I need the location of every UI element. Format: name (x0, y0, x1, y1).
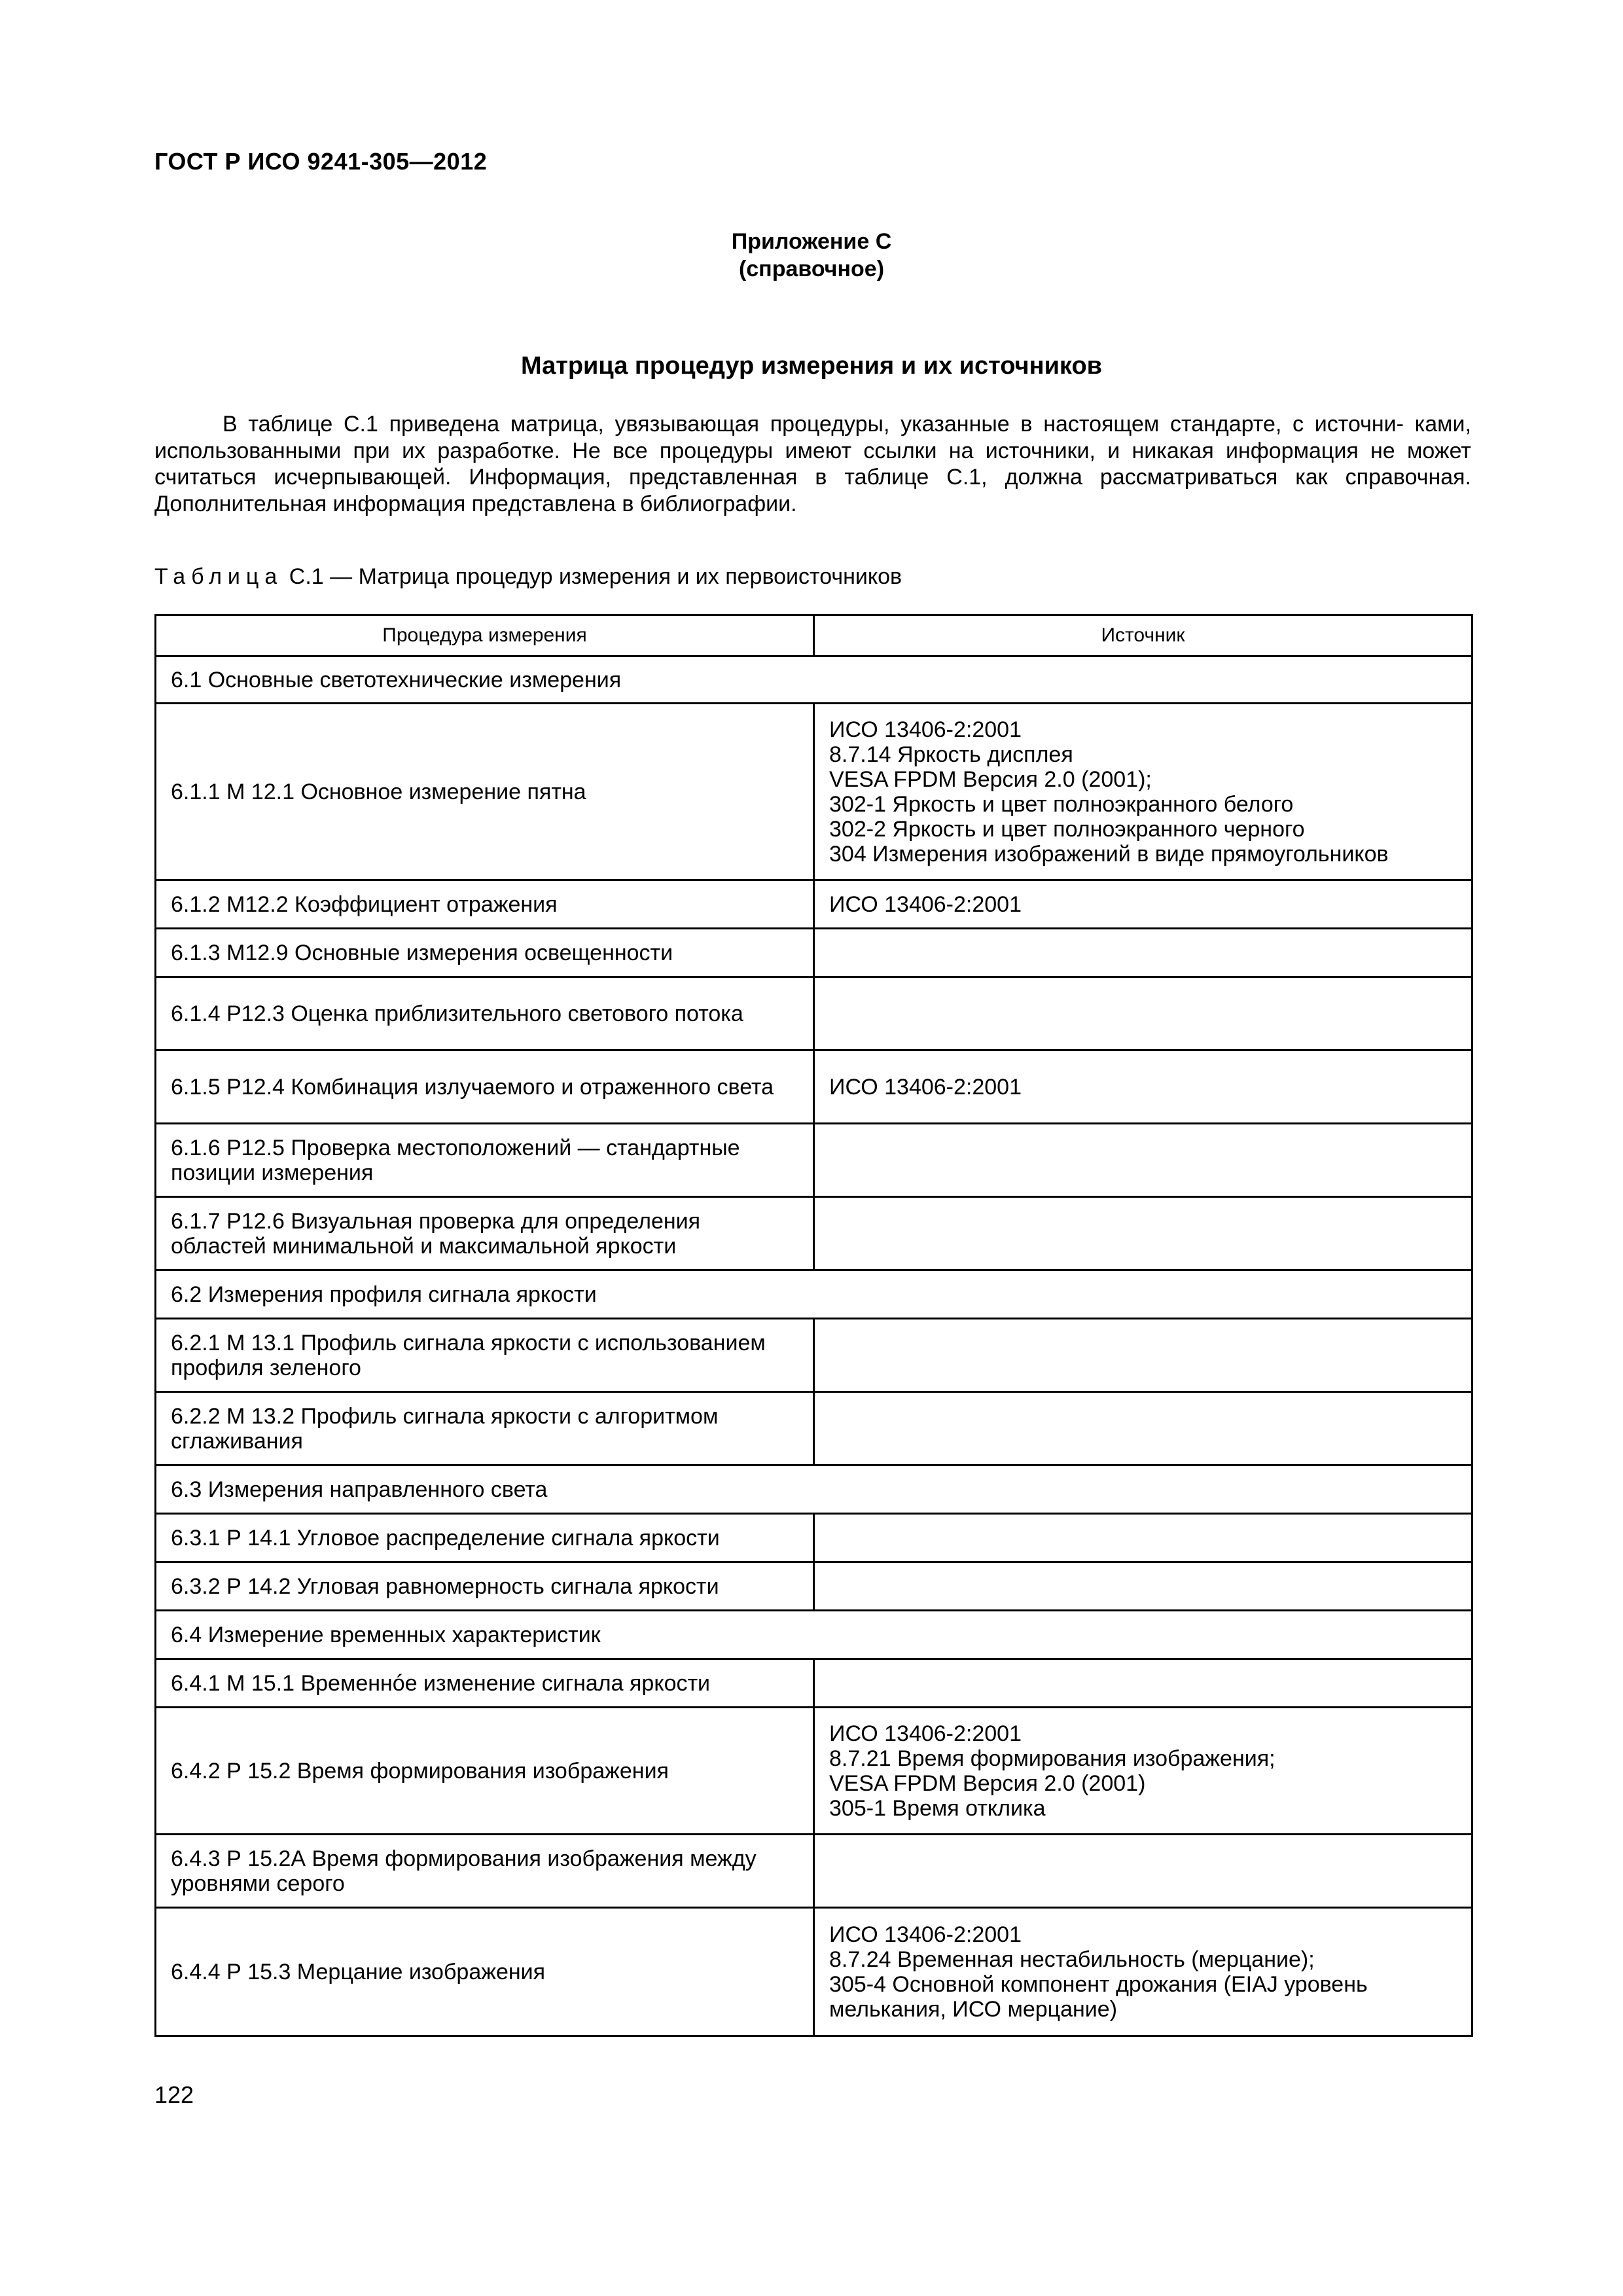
procedure-cell: 6.2.2 М 13.2 Профиль сигнала яркости с алгоритмом сглаживания (156, 1392, 814, 1465)
table-row (156, 1708, 1472, 1835)
source-cell (814, 880, 1472, 929)
table-row (156, 977, 1472, 1050)
source-cell (814, 1050, 1472, 1124)
document-code: ГОСТ Р ИСО 9241-305—2012 (154, 148, 488, 175)
procedure-cell: 6.3.1 Р 14.1 Угловое распределение сигнала яркости (156, 1514, 814, 1562)
table-row (156, 929, 1472, 977)
table-row (156, 1197, 1472, 1270)
group-heading-cell: 6.3 Измерения направленного света (156, 1465, 1472, 1514)
procedure-cell: 6.1.1 М 12.1 Основное измерение пятна (156, 704, 814, 880)
table-row (156, 1908, 1472, 2036)
table-group-row (156, 1465, 1472, 1514)
procedure-cell: 6.1.4 Р12.3 Оценка приблизительного светового потока (156, 977, 814, 1050)
intro-paragraph: В таблице С.1 приведена матрица, увязывающая процедуры, указанные в настоящем стандарте, с источни- ками, использованными при их разработке. Не все процедуры имеют ссылки на источники, и никакая информация не может считаться исчерпывающей. Информация, представленная в таблице С.1, должна рассматриваться как справочная. Дополнительная информация представлена в библиографии. (154, 412, 1471, 516)
table-row (156, 1319, 1472, 1392)
source-line: 302-1 Яркость и цвет полноэкранного белого (829, 791, 1294, 817)
procedure-cell: 6.4.4 Р 15.3 Мерцание изображения (156, 1908, 814, 2036)
table-caption-text: С.1 — Матрица процедур измерения и их первоисточников (289, 564, 902, 589)
procedure-cell: 6.1.7 Р12.6 Визуальная проверка для определения областей минимальной и максимальной яркости (156, 1197, 814, 1270)
source-cell (814, 1835, 1472, 1908)
source-cell (814, 1514, 1472, 1562)
table-row (156, 880, 1472, 929)
source-cell (814, 704, 1472, 880)
table-body (156, 656, 1472, 2036)
source-line: ИСО 13406-2:2001 (829, 891, 1022, 917)
procedure-cell: 6.1.5 Р12.4 Комбинация излучаемого и отраженного света (156, 1050, 814, 1124)
procedure-cell: 6.1.2 М12.2 Коэффициент отражения (156, 880, 814, 929)
group-heading-cell: 6.1 Основные светотехнические измерения (156, 656, 1472, 704)
source-line: VESA FPDM Версия 2.0 (2001); (829, 766, 1152, 792)
procedure-cell: 6.2.1 М 13.1 Профиль сигнала яркости с использованием профиля зеленого (156, 1319, 814, 1392)
table-row (156, 1514, 1472, 1562)
procedure-cell: 6.4.1 М 15.1 Временнóе изменение сигнала яркости (156, 1659, 814, 1708)
source-line: ИСО 13406-2:2001 (829, 1922, 1022, 1947)
table-caption-label: Таблица (154, 564, 283, 589)
group-heading-cell: 6.2 Измерения профиля сигнала яркости (156, 1270, 1472, 1319)
group-heading-cell: 6.4 Измерение временных характеристик (156, 1611, 1472, 1659)
source-line: VESA FPDM Версия 2.0 (2001) (829, 1770, 1146, 1796)
source-line: 305-1 Время отклика (829, 1795, 1046, 1821)
source-line: 302-2 Яркость и цвет полноэкранного черного (829, 816, 1305, 842)
column-header-procedure: Процедура измерения (156, 615, 814, 656)
table-caption (154, 564, 902, 590)
table-row (156, 1659, 1472, 1708)
column-header-source: Источник (814, 615, 1472, 656)
table-header-row (156, 615, 1472, 656)
table-row (156, 1835, 1472, 1908)
table-group-row (156, 656, 1472, 704)
source-cell (814, 1124, 1472, 1197)
source-cell (814, 929, 1472, 977)
source-cell (814, 977, 1472, 1050)
annex-heading (0, 228, 1623, 283)
procedure-cell: 6.1.6 Р12.5 Проверка местоположений — стандартные позиции измерения (156, 1124, 814, 1197)
section-title: Матрица процедур измерения и их источников (520, 352, 1103, 380)
table-group-row (156, 1611, 1472, 1659)
table-row (156, 1124, 1472, 1197)
procedure-cell: 6.1.3 М12.9 Основные измерения освещенности (156, 929, 814, 977)
procedure-cell: 6.4.2 Р 15.2 Время формирования изображения (156, 1708, 814, 1835)
table-row (156, 1050, 1472, 1124)
source-cell (814, 1197, 1472, 1270)
source-cell (814, 1708, 1472, 1835)
table-row (156, 1392, 1472, 1465)
source-line: 8.7.14 Яркость дисплея (829, 742, 1073, 767)
source-line: 304 Измерения изображений в виде прямоугольников (829, 841, 1389, 867)
annex-title: Приложение С (731, 229, 892, 254)
source-line: ИСО 13406-2:2001 (829, 1074, 1022, 1100)
table-group-row (156, 1270, 1472, 1319)
procedure-cell: 6.4.3 Р 15.2А Время формирования изображения между уровнями серого (156, 1835, 814, 1908)
table-row (156, 1562, 1472, 1611)
source-cell (814, 1908, 1472, 2036)
source-line: 8.7.21 Время формирования изображения; (829, 1746, 1275, 1771)
source-line: ИСО 13406-2:2001 (829, 717, 1022, 742)
procedure-cell: 6.3.2 Р 14.2 Угловая равномерность сигнала яркости (156, 1562, 814, 1611)
table-row (156, 704, 1472, 880)
source-cell (814, 1392, 1472, 1465)
source-line: ИСО 13406-2:2001 (829, 1721, 1022, 1746)
source-line: 8.7.24 Временная нестабильность (мерцание); (829, 1946, 1315, 1972)
source-cell (814, 1659, 1472, 1708)
page-number: 122 (154, 2081, 194, 2108)
annex-type: (справочное) (738, 257, 885, 281)
source-cell (814, 1562, 1472, 1611)
source-cell (814, 1319, 1472, 1392)
procedures-matrix-table (154, 614, 1473, 2037)
source-line: 305-4 Основной компонент дрожания (EIAJ уровень мелькания, ИСО мерцание) (829, 1971, 1368, 2022)
